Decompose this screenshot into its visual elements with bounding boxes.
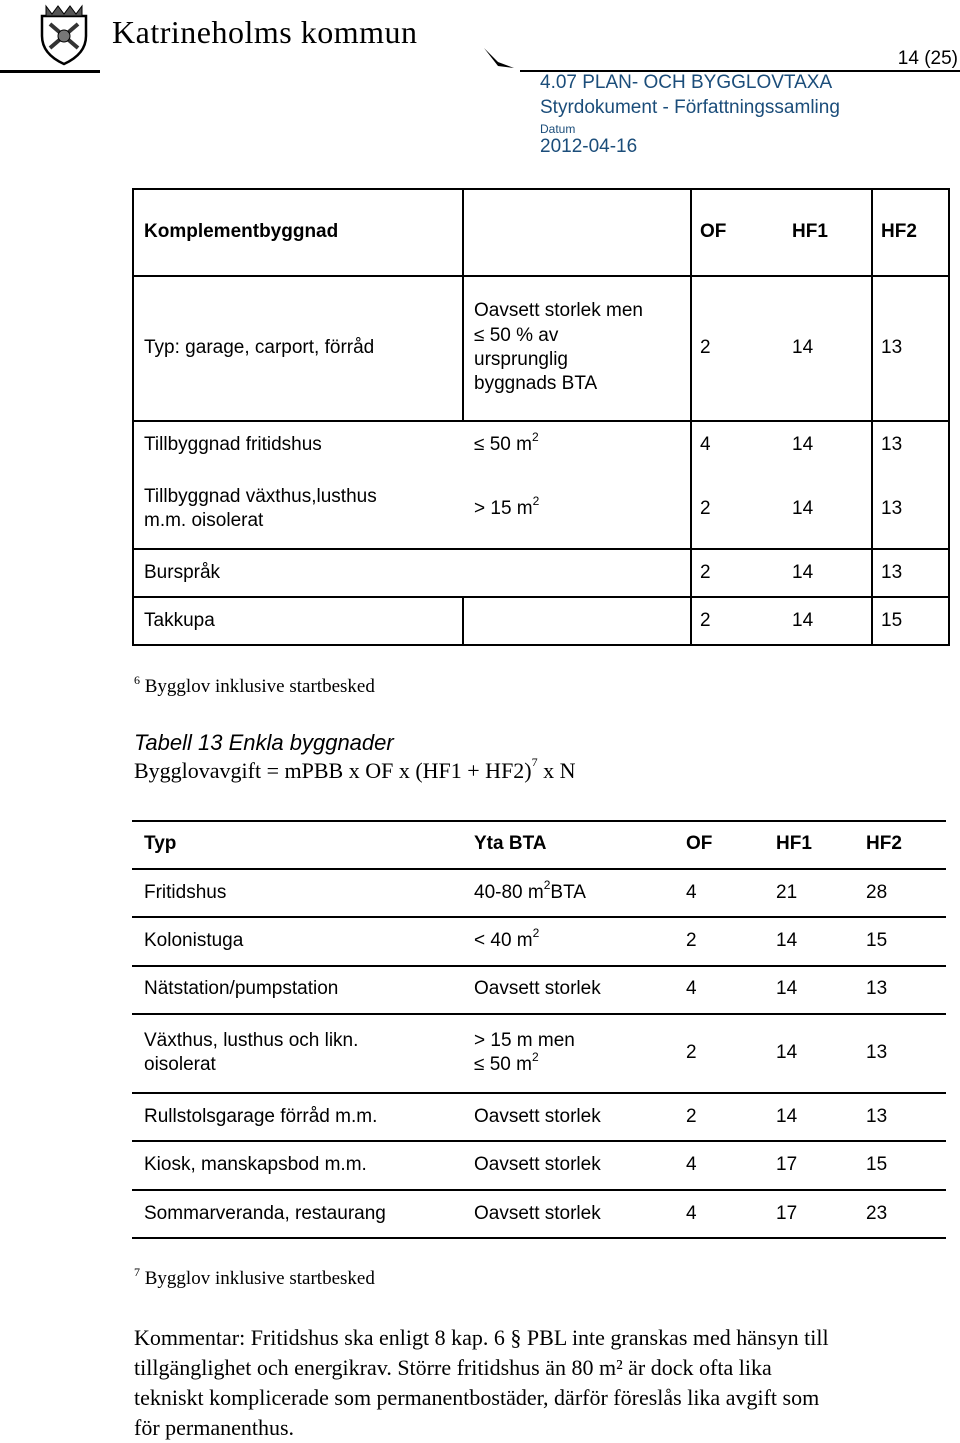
table13-row6-typ: Kiosk, manskapsbod m.m. [144, 1154, 367, 1175]
table13-row6-hf2: 15 [866, 1154, 888, 1175]
table12-row1-hf1: 14 [792, 337, 814, 358]
comment-line-4: för permanenthus. [134, 1415, 295, 1440]
table13-row3-hf2: 13 [866, 978, 888, 999]
table12-row1-cond-line4: byggnads BTA [474, 373, 598, 394]
table12-row3-of: 2 [700, 498, 711, 519]
table13-row4-typ-line2: oisolerat [144, 1054, 216, 1075]
table12-row4-hf1: 14 [792, 562, 814, 583]
table13-header-hf1: HF1 [776, 833, 812, 854]
table13-row4-yta-line2: ≤ 50 $m^2$ [474, 1050, 539, 1075]
table13-row1-typ: Fritidshus [144, 882, 227, 903]
table12-row3-cond: > 15 $m^2$ [474, 494, 540, 519]
table13-row2-typ: Kolonistuga [144, 930, 244, 951]
table13-row3-yta: Oavsett storlek [474, 978, 601, 999]
table12-row3-hf1: 14 [792, 498, 814, 519]
department-title: 4.07 PLAN- OCH BYGGLOVTAXA [540, 72, 833, 93]
table13-row3-hf1: 14 [776, 978, 798, 999]
table12-row5-hf2: 15 [881, 610, 903, 631]
table13-row7-of: 4 [686, 1203, 697, 1224]
table12-row5-hf1: 14 [792, 610, 814, 631]
table13-row2-hf1: 14 [776, 930, 798, 951]
table13-header-typ: Typ [144, 833, 177, 854]
table12-row2-of: 4 [700, 434, 711, 455]
table13-row5-hf1: 14 [776, 1106, 798, 1127]
table13-row4-yta-line1: > 15 m men [474, 1030, 575, 1051]
less-or-equal-icon: ≤ [474, 325, 485, 346]
table12-header-hf2: HF2 [881, 221, 917, 242]
brand-swoosh-icon [484, 46, 514, 70]
table13-row5-typ: Rullstolsgarage förråd m.m. [144, 1106, 378, 1127]
table13-row2-of: 2 [686, 930, 697, 951]
table12-header-title: Komplementbyggnad [144, 221, 339, 242]
table12-row5-type: Takkupa [144, 610, 215, 631]
table13-row4-typ-line1: Växthus, lusthus och likn. [144, 1030, 359, 1051]
table13-row7-hf2: 23 [866, 1203, 888, 1224]
table13-row5-of: 2 [686, 1106, 697, 1127]
table12-row4-of: 2 [700, 562, 711, 583]
table13-row5-yta: Oavsett storlek [474, 1106, 601, 1127]
table13-row1-yta: 40-80 $m^2BTA$ [474, 878, 586, 903]
document-subtitle: Styrdokument - Författningssamling [540, 97, 840, 118]
table13-row4-hf2: 13 [866, 1042, 888, 1063]
table12-header-hf1: HF1 [792, 221, 828, 242]
table12-row1-cond-line1: Oavsett storlek men [474, 300, 643, 321]
table12-row2-cond: ≤ 50 $m^2$ [474, 430, 539, 455]
table13-row1-of: 4 [686, 882, 697, 903]
date-label: Datum [540, 122, 576, 136]
table13-header-hf2: HF2 [866, 833, 902, 854]
header-rule-left [0, 70, 100, 73]
table12-row1-hf2: 13 [881, 337, 903, 358]
table13-row2-hf2: 15 [866, 930, 888, 951]
table13-row4-hf1: 14 [776, 1042, 798, 1063]
less-or-equal-icon: ≤ [474, 1054, 485, 1075]
less-or-equal-icon: ≤ [474, 434, 485, 455]
table12-row1-of: 2 [700, 337, 711, 358]
table13-row6-yta: Oavsett storlek [474, 1154, 601, 1175]
table13-row3-typ: Nätstation/pumpstation [144, 978, 339, 999]
table13-row7-yta: Oavsett storlek [474, 1203, 601, 1224]
table13-row4-of: 2 [686, 1042, 697, 1063]
table13-row3-of: 4 [686, 978, 697, 999]
footnote-6: $^6$ Bygglov inklusive startbesked [134, 673, 375, 697]
table12-row4-hf2: 13 [881, 562, 903, 583]
table13-row1-hf2: 28 [866, 882, 888, 903]
table13-row1-hf1: 21 [776, 882, 798, 903]
table12-row2-hf1: 14 [792, 434, 814, 455]
table13-header-of: OF [686, 833, 713, 854]
table12-row5-of: 2 [700, 610, 711, 631]
comment-line-2: tillgänglighet och energikrav. Större fritidshus än 80 m² är dock ofta lika [134, 1355, 772, 1380]
table12-row2-type: Tillbyggnad fritidshus [144, 434, 322, 455]
table12-row1-cond-line2: ≤ 50 % av [474, 325, 559, 346]
brand-name: Katrineholms kommun [112, 14, 418, 50]
table13-row7-typ: Sommarveranda, restaurang [144, 1203, 386, 1224]
table12-row4-type: Burspråk [144, 562, 221, 583]
page-number: 14 (25) [897, 48, 958, 69]
table12-row1-type: Typ: garage, carport, förråd [144, 337, 375, 358]
table12-row2-hf2: 13 [881, 434, 903, 455]
table12-row3-type-line1: Tillbyggnad växthus,lusthus [144, 486, 377, 507]
comment-paragraph [134, 1323, 954, 1443]
table13-header-yta: Yta BTA [474, 833, 547, 854]
table13-row5-hf2: 13 [866, 1106, 888, 1127]
fee-formula: Bygglovavgift = mPBB x OF x $(HF1 + HF2)^7$ x N [134, 755, 576, 783]
table12-row3-type-line2: m.m. oisolerat [144, 510, 264, 531]
table13-row7-hf1: 17 [776, 1203, 798, 1224]
coat-of-arms-icon [32, 2, 96, 66]
footnote-7: $^7$ Bygglov inklusive startbesked [134, 1265, 375, 1289]
document-date: 2012-04-16 [540, 136, 638, 157]
table12-row3-hf2: 13 [881, 498, 903, 519]
comment-line-1: Kommentar: Fritidshus ska enligt 8 kap. 6 § PBL inte granskas med hänsyn till [134, 1325, 829, 1350]
table13-caption: Tabell 13 Enkla byggnader [134, 730, 394, 755]
table13-row6-of: 4 [686, 1154, 697, 1175]
comment-line-3: tekniskt komplicerade som permanentbostäder, därför föreslås lika avgift som [134, 1385, 820, 1410]
table12-row1-cond-line3: ursprunglig [474, 349, 568, 370]
table13-row2-yta: < 40 $m^2$ [474, 926, 540, 951]
table13-row6-hf1: 17 [776, 1154, 798, 1175]
table12-header-of: OF [700, 221, 727, 242]
